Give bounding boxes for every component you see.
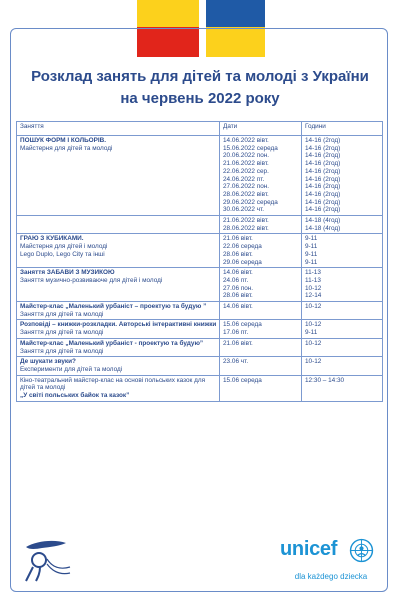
date-entry: 28.06 вівт. [223,292,253,300]
dates-cell [220,338,302,356]
header-hours: Години [302,122,383,136]
hours-entry: 14-18 (4год) [305,217,341,225]
activity-cell [17,216,220,234]
dates-cell [220,302,302,320]
dates-cell [220,216,302,234]
hours-entry: 14-18 (4год) [305,224,341,232]
hours-cell [302,375,383,401]
date-entry: 28.06 вівт. [223,250,253,258]
hours-entry: 10-12 [305,321,322,329]
date-entry: 28.06.2022 вівт. [223,224,269,232]
date-entry: 27.06 пон. [223,284,254,292]
date-entry: 28.06.2022 вівт. [223,190,269,198]
hours-entry: 12-14 [305,292,322,300]
table-row [17,320,383,338]
activity-title: ПОШУК ФОРМ І КОЛЬОРІВ. [20,137,106,144]
activity-title: Де шукати звуки? [20,358,76,366]
activity-title: Майстер-клас „Маленький урбаніст – проектую та будую ” [20,303,207,311]
dates-cell [220,320,302,338]
dates-cell [220,136,302,216]
unicef-globe-icon [349,538,374,563]
date-entry: 21.06 вівт. [223,339,253,347]
hours-cell [302,234,383,268]
date-entry: 24.06.2022 пт. [223,175,265,183]
hours-entry: 14-16 (2год) [305,160,341,168]
hours-entry: 10-12 [305,358,322,366]
table-row [17,216,383,234]
hours-entry: 14-16 (2год) [305,206,341,214]
date-entry: 24.06 пт. [223,276,249,284]
activity-title: Розповіді – книжки-розкладки. Авторські інтерактивні книжки [20,321,217,329]
activity-description: Заняття для дітей та молоді [20,329,104,337]
page-title [10,66,390,110]
hours-entry: 14-16 (2год) [305,144,341,152]
date-entry: 30.06.2022 чт. [223,206,265,214]
date-entry: 20.06.2022 пон. [223,152,270,160]
date-entry: 23.06 чт. [223,358,249,366]
table-header-row [17,122,383,136]
header-activity: Заняття [17,122,220,136]
flag-blue-block [206,0,265,27]
hours-cell [302,136,383,216]
date-entry: 15.06 середа [223,321,262,329]
hours-entry: 14-16 (2год) [305,167,341,175]
activity-cell [17,234,220,268]
date-entry: 21.06 вівт. [223,235,253,243]
unicef-tagline: dla każdego dziecka [294,572,368,581]
activity-description: Кіно-театральний майстер-клас на основі польських казок для дітей та молоді [20,376,206,392]
hours-entry: 9-11 [305,258,318,266]
activity-description: Заняття музично-розвиваюче для дітей і молоді [20,276,163,284]
date-entry: 14.06 вівт. [223,303,253,311]
table-row [17,375,383,401]
hours-entry: 14-16 (2год) [305,152,341,160]
table-row [17,338,383,356]
title-line-2: на червень 2022 року [120,90,280,107]
hours-entry: 11-13 [305,269,321,277]
activity-description: Заняття для дітей та молоді [20,310,104,318]
flag-yellow-block [137,0,199,27]
hours-entry: 12:30 – 14:30 [305,376,345,384]
dates-cell [220,234,302,268]
date-entry: 15.06.2022 середа [223,144,278,152]
date-entry: 21.06.2022 вівт. [223,160,269,168]
date-entry: 27.06.2022 пон. [223,183,270,191]
dates-cell [220,375,302,401]
hours-entry: 10-12 [305,339,322,347]
hours-entry: 14-16 (2год) [305,137,341,144]
activity-cell [17,375,220,401]
header-dates: Дати [220,122,302,136]
activity-cell [17,268,220,302]
schedule-table [16,121,383,402]
activity-cell [17,320,220,338]
date-entry: 15.06 середа [223,376,262,384]
hours-entry: 9-11 [305,329,318,337]
activity-description-bold: „У світі польських байок та казок” [20,392,130,400]
activity-cell [17,338,220,356]
activity-description: Заняття для дітей та молоді [20,347,104,355]
hours-cell [302,268,383,302]
hours-entry: 11-13 [305,276,321,284]
table-row [17,302,383,320]
table-row [17,268,383,302]
hours-entry: 14-16 (2год) [305,198,341,206]
hours-entry: 14-16 (2год) [305,175,341,183]
table-row [17,136,383,216]
hours-entry: 10-12 [305,284,322,292]
date-entry: 22.06.2022 сер. [223,167,269,175]
hours-entry: 9-11 [305,250,318,258]
date-entry: 21.06.2022 вівт. [223,217,269,225]
hours-cell [302,302,383,320]
activity-cell [17,302,220,320]
date-entry: 14.06.2022 вівт. [223,137,269,144]
library-logo-icon [20,537,76,583]
unicef-logo-text: unicef [280,538,338,560]
hours-entry: 10-12 [305,303,322,311]
date-entry: 22.06 середа [223,243,262,251]
hours-entry: 9-11 [305,235,318,243]
date-entry: 29.06 середа [223,258,262,266]
hours-entry: 14-16 (2год) [305,190,341,198]
table-row [17,357,383,375]
date-entry: 14.06 вівт. [223,269,253,277]
dates-cell [220,268,302,302]
activity-title: Майстер-клас „Маленький урбаніст - проектую та будую” [20,339,204,347]
activity-description: Майстерня для дітей та молоді [20,144,113,152]
table-row [17,234,383,268]
date-entry: 17.06 пт. [223,329,249,337]
activity-title: ГРАЮ З КУБИКАМИ. [20,235,84,243]
activity-cell [17,136,220,216]
activity-cell [17,357,220,375]
hours-cell [302,338,383,356]
hours-entry: 9-11 [305,243,318,251]
title-line-1: Розклад занять для дітей та молоді з України [31,68,369,85]
hours-cell [302,320,383,338]
date-entry: 29.06.2022 середа [223,198,278,206]
hours-cell [302,357,383,375]
activity-description: Lego Duplo, Lego City та інші [20,250,105,258]
dates-cell [220,357,302,375]
hours-entry: 14-16 (2год) [305,183,341,191]
activity-description: Майстерня для дітей і молоді [20,243,108,251]
activity-title: Заняття ЗАБАВИ З МУЗИКОЮ [20,269,115,277]
hours-cell [302,216,383,234]
activity-description: Експерименти для дітей та молоді [20,365,123,373]
